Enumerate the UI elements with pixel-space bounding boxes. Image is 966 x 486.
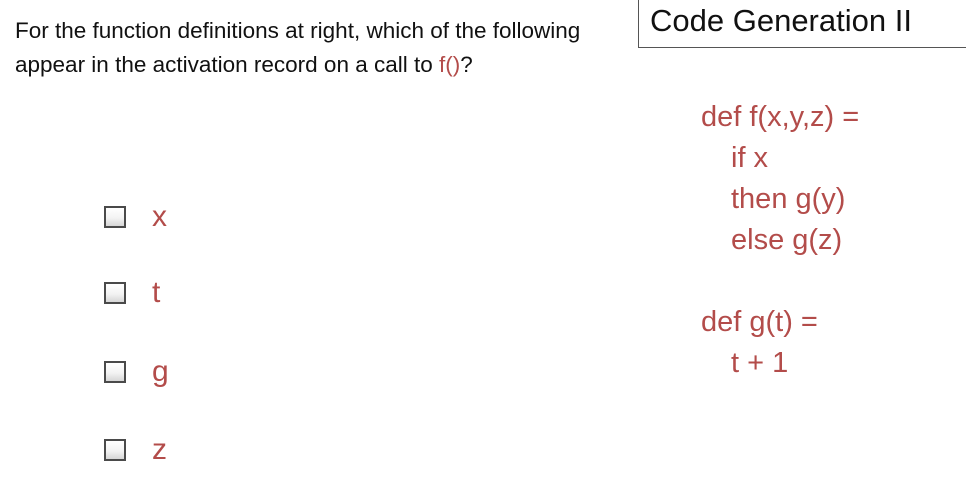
code-f-line-2: then g(y) [731, 183, 846, 215]
question-text-before: For the function definitions at right, which of the following appear in the activation record on a call to [15, 18, 581, 77]
option-g[interactable] [104, 352, 169, 392]
code-g-line-1: t + 1 [731, 347, 789, 379]
checkbox-t[interactable] [104, 282, 126, 304]
option-label-t: t [152, 276, 161, 309]
option-t[interactable] [104, 273, 160, 313]
checkbox-z[interactable] [104, 439, 126, 461]
option-label-g: g [152, 355, 169, 388]
question-code-ref: f() [439, 52, 461, 77]
question-text-after: ? [460, 52, 473, 77]
option-z[interactable] [104, 430, 167, 470]
code-f-line-3: else g(z) [731, 224, 843, 256]
checkbox-x[interactable] [104, 206, 126, 228]
option-x[interactable] [104, 197, 167, 237]
slide-title-box [638, 0, 966, 48]
question-text [15, 14, 615, 82]
option-label-x: x [152, 200, 167, 233]
code-g-header: def g(t) = [701, 306, 818, 338]
code-f-line-1: if x [731, 142, 769, 174]
code-f-header: def f(x,y,z) = [701, 101, 860, 133]
checkbox-g[interactable] [104, 361, 126, 383]
slide-title: Code Generation II [650, 3, 912, 38]
option-label-z: z [152, 433, 167, 466]
